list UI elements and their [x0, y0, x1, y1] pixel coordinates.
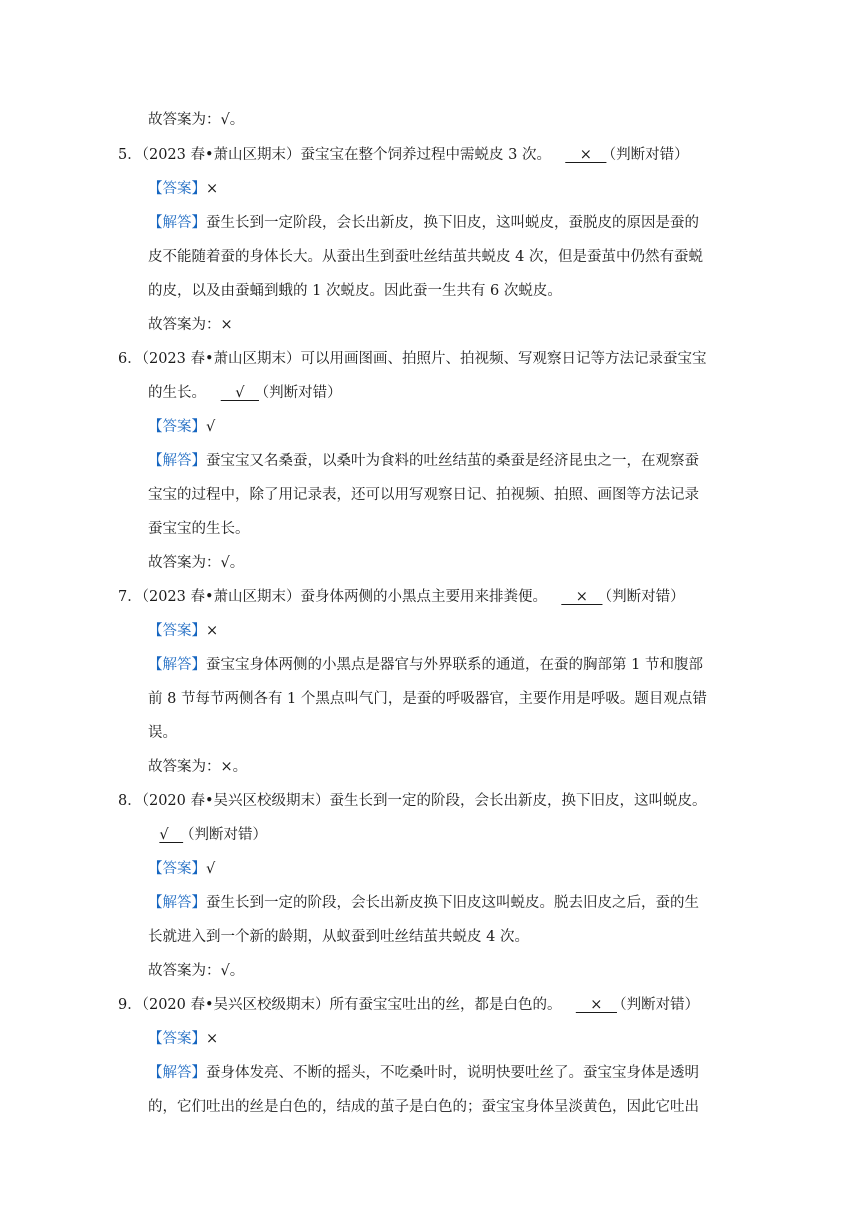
answer-tag: 【答案】 [148, 1031, 206, 1047]
answer-line-q9 [148, 1029, 218, 1049]
analysis-text: 蚕生长到一定阶段，会长出新皮，换下旧皮，这叫蜕皮，蚕脱皮的原因是蚕的 [206, 215, 699, 231]
answer-value: × [206, 181, 219, 197]
analysis-text: 前 8 节每节两侧各有 1 个黑点叫气门，是蚕的呼吸器官，主要作用是呼吸。题目观点错 [148, 691, 707, 707]
conclusion-q7: 故答案为：×。 [148, 759, 248, 775]
answer-tag: 【答案】 [148, 623, 206, 639]
analysis-text: 宝宝的过程中，除了用记录表，还可以用写观察日记、拍视频、拍照、画图等方法记录 [148, 487, 699, 503]
question-number: 6． [118, 351, 142, 367]
answer-tag: 【答案】 [148, 419, 206, 435]
judge-hint: （判断对错） [180, 827, 267, 843]
question-stem: 的生长。 [148, 385, 206, 401]
question-stem: （2023 春•萧山区期末）可以用画图画、拍照片、拍视频、写观察日记等方法记录蚕宝宝 [141, 351, 707, 367]
question-6-cont [148, 383, 342, 403]
analysis-text: 蚕宝宝又名桑蚕，以桑叶为食料的吐丝结茧的桑蚕是经济昆虫之一，在观察蚕 [206, 453, 699, 469]
question-number: 9． [118, 997, 142, 1013]
analysis-text: 误。 [148, 725, 177, 741]
analysis-tag: 【解答】 [148, 1065, 206, 1081]
judge-hint: （判断对错） [597, 589, 685, 605]
answer-blank: √ [159, 827, 184, 843]
analysis-tag: 【解答】 [148, 895, 206, 911]
question-stem: （2023 春•萧山区期末）蚕宝宝在整个饲养过程中需蜕皮 3 次。 [141, 147, 551, 163]
conclusion-q8: 故答案为：√。 [148, 963, 245, 979]
question-stem: （2020 春•吴兴区校级期末）所有蚕宝宝吐出的丝，都是白色的。 [141, 997, 562, 1013]
analysis-line-q5 [148, 213, 699, 233]
question-number: 8． [118, 793, 142, 809]
conclusion-q6: 故答案为：√。 [148, 555, 245, 571]
answer-line-q5 [148, 179, 218, 199]
answer-line-q7 [148, 621, 218, 641]
analysis-text: 蚕身体发亮、不断的摇头，不吃桑叶时，说明快要吐丝了。蚕宝宝身体是透明 [206, 1065, 699, 1081]
analysis-line-q7 [148, 655, 703, 675]
question-6 [118, 349, 707, 369]
analysis-text: 皮不能随着蚕的身体长大。从蚕出生到蚕吐丝结茧共蜕皮 4 次，但是蚕茧中仍然有蚕蜕 [148, 249, 703, 265]
analysis-text: 的皮，以及由蚕蛹到蛾的 1 次蜕皮。因此蚕一生共有 6 次蜕皮。 [148, 283, 562, 299]
answer-blank: √ [220, 385, 259, 401]
analysis-text: 蚕宝宝的生长。 [148, 521, 250, 537]
analysis-line-q8 [148, 893, 699, 913]
question-7 [118, 587, 685, 607]
analysis-tag: 【解答】 [148, 215, 206, 231]
answer-value: × [206, 623, 219, 639]
answer-value: × [206, 1031, 219, 1047]
question-number: 5． [118, 147, 142, 163]
question-8-cont [148, 825, 267, 845]
analysis-tag: 【解答】 [148, 657, 206, 673]
analysis-tag: 【解答】 [148, 453, 206, 469]
conclusion-q4: 故答案为：√。 [148, 112, 245, 128]
answer-value: √ [206, 861, 216, 877]
analysis-text: 长就进入到一个新的龄期，从蚁蚕到吐丝结茧共蜕皮 4 次。 [148, 929, 529, 945]
judge-hint: （判断对错） [612, 997, 700, 1013]
answer-value: √ [206, 419, 216, 435]
analysis-text: 蚕宝宝身体两侧的小黑点是器官与外界联系的通道，在蚕的胸部第 1 节和腹部 [206, 657, 703, 673]
answer-blank: × [561, 589, 603, 605]
question-stem: （2020 春•吴兴区校级期末）蚕生长到一定的阶段，会长出新皮，换下旧皮，这叫蜕皮。 [141, 793, 707, 809]
question-9 [118, 995, 699, 1015]
analysis-line-q9 [148, 1063, 699, 1083]
answer-line-q6 [148, 417, 215, 437]
question-8 [118, 791, 707, 811]
analysis-text: 的，它们吐出的丝是白色的，结成的茧子是白色的；蚕宝宝身体呈淡黄色，因此它吐出 [148, 1099, 699, 1115]
question-5 [118, 145, 689, 165]
judge-hint: （判断对错） [601, 147, 689, 163]
judge-hint: （判断对错） [254, 385, 342, 401]
analysis-line-q6 [148, 451, 699, 471]
answer-blank: × [575, 997, 617, 1013]
answer-line-q8 [148, 859, 215, 879]
question-stem: （2023 春•萧山区期末）蚕身体两侧的小黑点主要用来排粪便。 [141, 589, 548, 605]
question-number: 7． [118, 589, 142, 605]
answer-tag: 【答案】 [148, 181, 206, 197]
answer-tag: 【答案】 [148, 861, 206, 877]
conclusion-q5: 故答案为：× [148, 317, 233, 333]
analysis-text: 蚕生长到一定的阶段，会长出新皮换下旧皮这叫蜕皮。脱去旧皮之后，蚕的生 [206, 895, 699, 911]
answer-blank: × [565, 147, 607, 163]
